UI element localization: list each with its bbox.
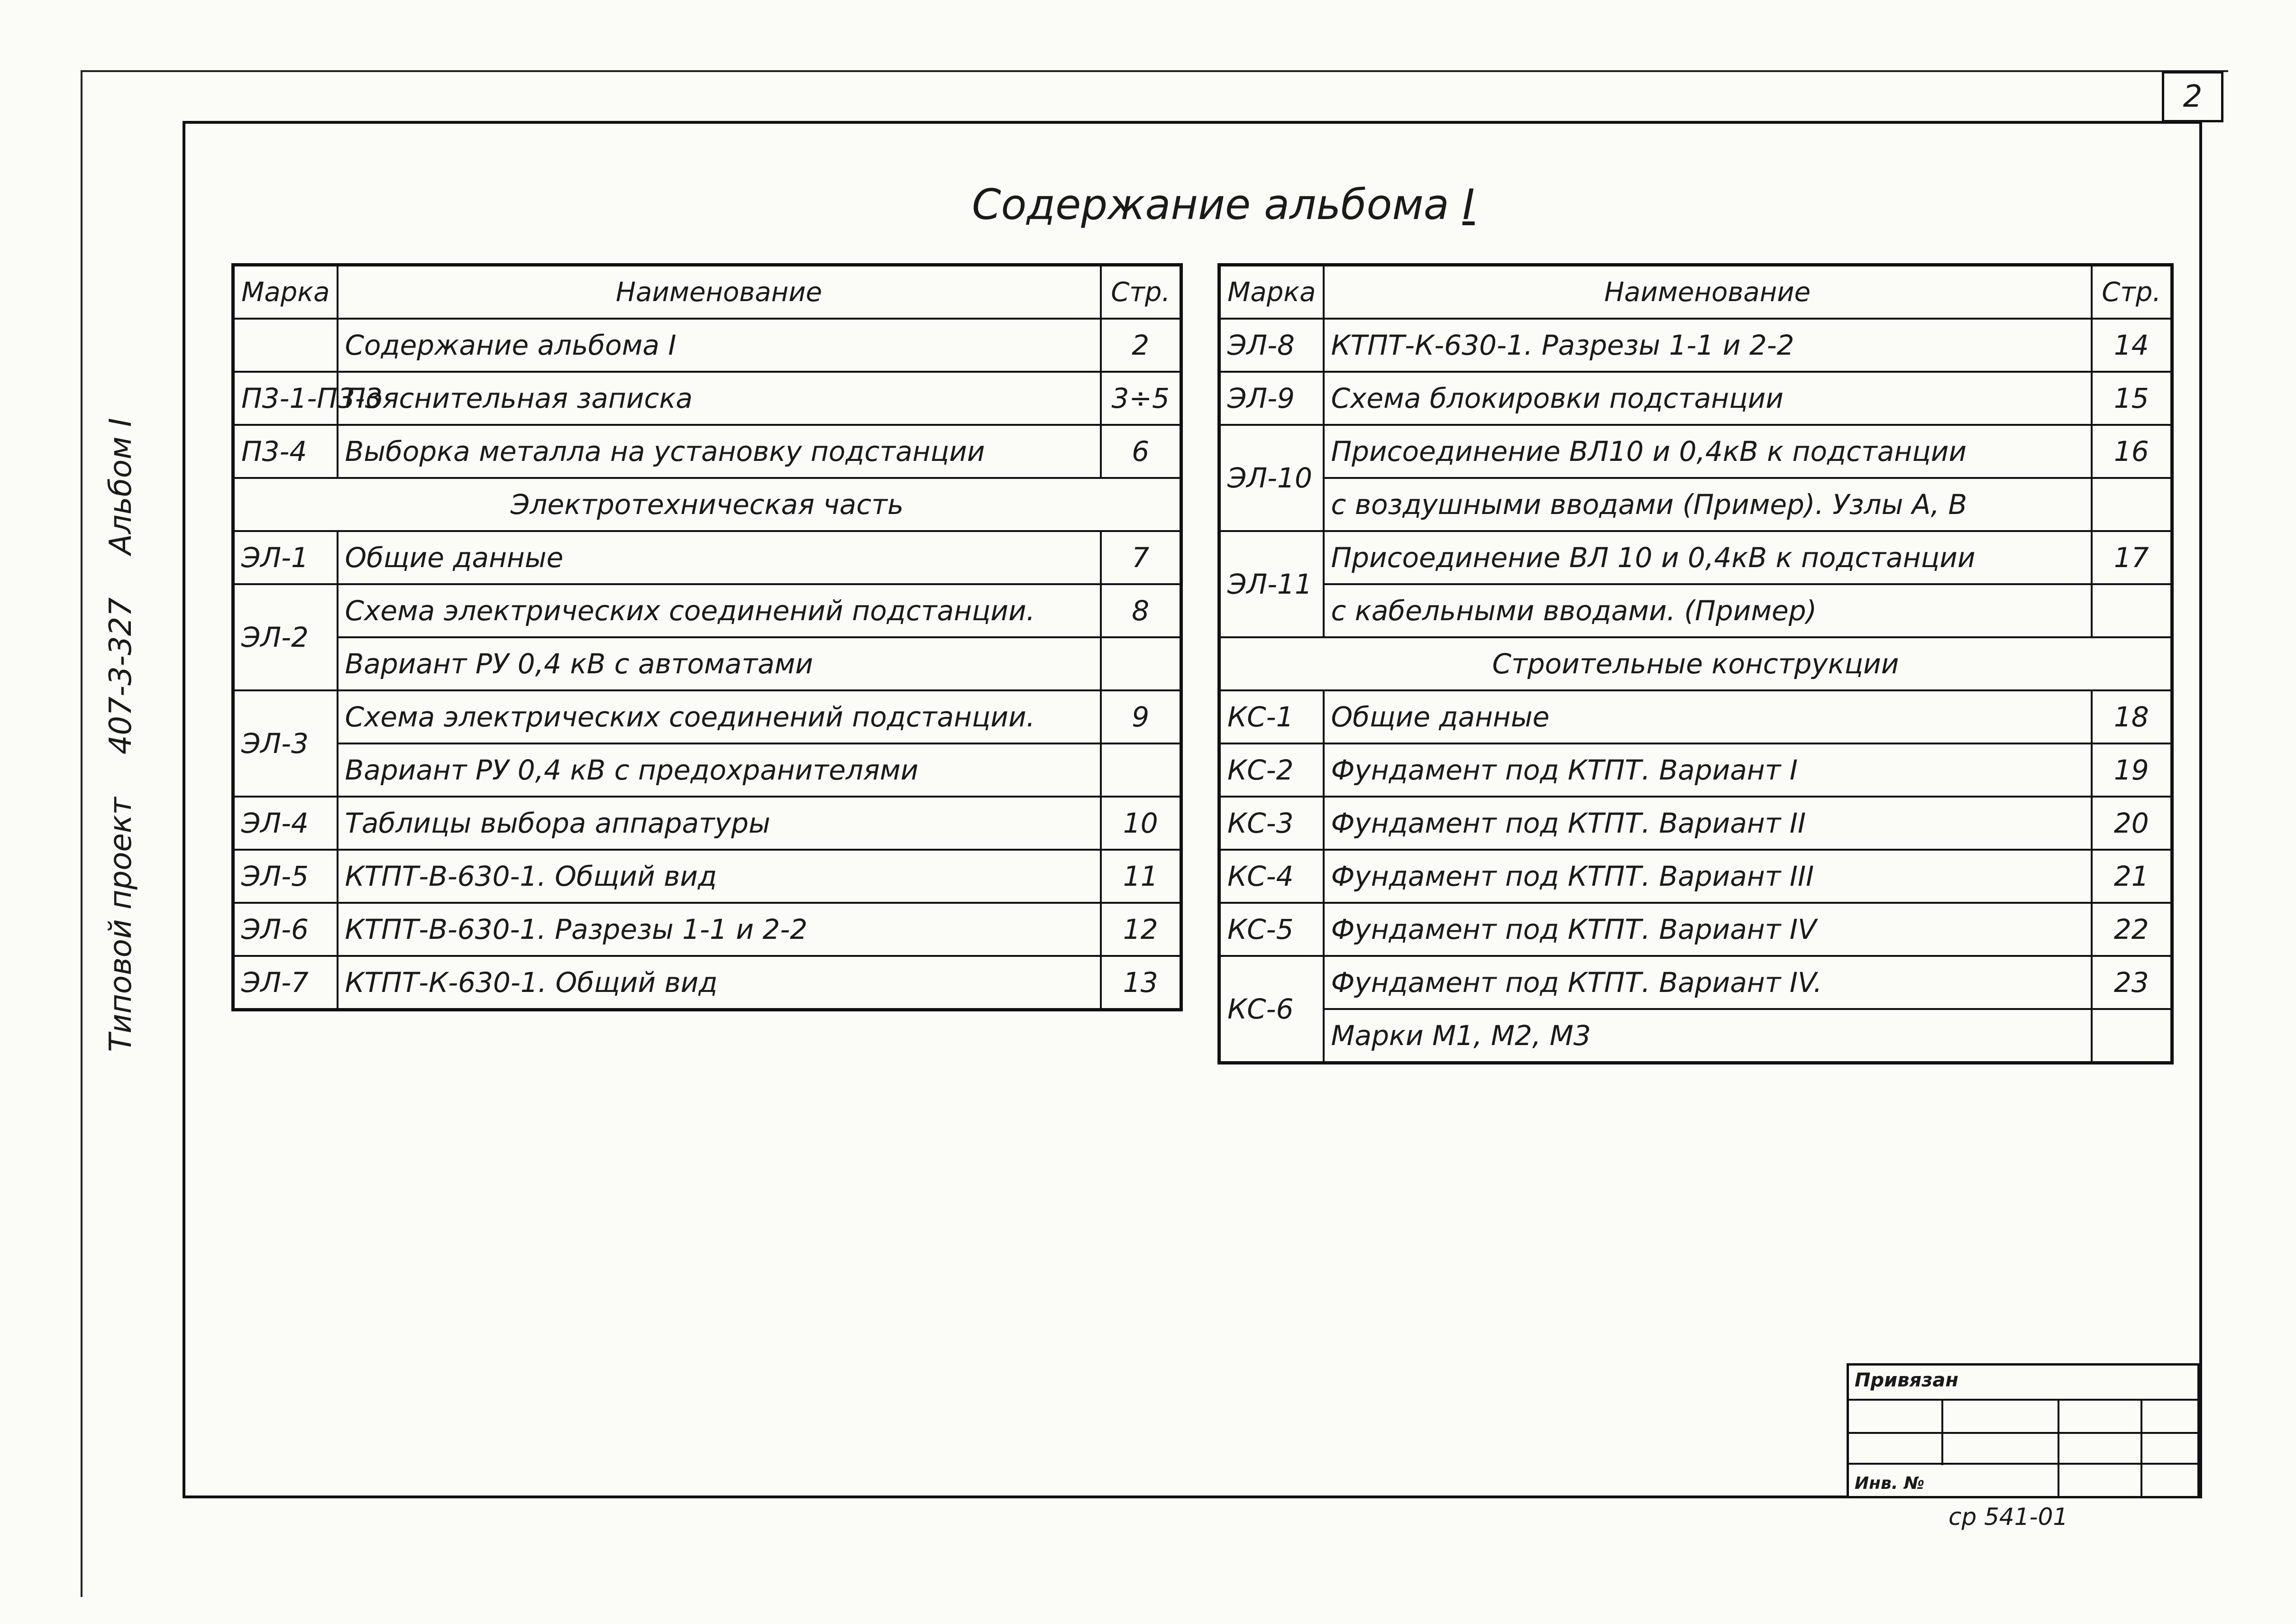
row-page-empty <box>2092 478 2172 531</box>
row-mark: П3-1-П3-3 <box>233 372 338 425</box>
row-page-empty <box>1101 637 1181 690</box>
contents-table-left <box>231 263 1183 1011</box>
row-page: 18 <box>2092 690 2172 743</box>
row-name-continued: с воздушными вводами (Пример). Узлы А, В <box>1324 478 2092 531</box>
row-mark: ЭЛ-3 <box>233 690 338 797</box>
row-name: Пояснительная записка <box>338 372 1101 425</box>
stamp-rule <box>1849 1463 2197 1465</box>
album-label: Альбом I <box>103 418 138 555</box>
row-mark: КС-5 <box>1219 903 1324 956</box>
row-page: 19 <box>2092 743 2172 797</box>
table-row <box>1219 850 2172 903</box>
row-name: КТПТ-К-630-1. Разрезы 1-1 и 2-2 <box>1324 319 2092 372</box>
binding-stamp <box>1847 1363 2200 1498</box>
row-page: 22 <box>2092 903 2172 956</box>
sheet-number: 2 <box>2162 71 2223 122</box>
stamp-divider <box>1941 1399 1943 1465</box>
row-page: 13 <box>1101 956 1181 1010</box>
table-row <box>1219 797 2172 850</box>
row-mark: ЭЛ-8 <box>1219 319 1324 372</box>
row-page: 8 <box>1101 584 1181 637</box>
header-page: Стр. <box>1101 265 1181 319</box>
row-page: 15 <box>2092 372 2172 425</box>
table-header-row <box>1219 265 2172 319</box>
row-name: Фундамент под КТПТ. Вариант II <box>1324 797 2092 850</box>
row-page: 16 <box>2092 425 2172 478</box>
table-row <box>233 584 1181 637</box>
row-name: Схема электрических соединений подстанции. <box>338 690 1101 743</box>
archive-code: ср 541-01 <box>1948 1503 2068 1531</box>
row-mark: ЭЛ-6 <box>233 903 338 956</box>
table-row <box>233 850 1181 903</box>
row-name-continued: Марки М1, М2, М3 <box>1324 1009 2092 1063</box>
table-row <box>1219 956 2172 1009</box>
table-row-continuation <box>1219 478 2172 531</box>
row-page: 23 <box>2092 956 2172 1009</box>
row-name: Общие данные <box>338 531 1101 584</box>
stamp-rule <box>1849 1399 2197 1401</box>
row-page: 20 <box>2092 797 2172 850</box>
row-mark: ЭЛ-10 <box>1219 425 1324 531</box>
row-mark: КС-1 <box>1219 690 1324 743</box>
table-row-continuation <box>1219 584 2172 637</box>
header-mark: Марка <box>1219 265 1324 319</box>
row-name: Таблицы выбора аппаратуры <box>338 797 1101 850</box>
header-page: Стр. <box>2092 265 2172 319</box>
table-row-continuation <box>1219 1009 2172 1063</box>
row-mark <box>233 319 338 372</box>
row-mark: ЭЛ-5 <box>233 850 338 903</box>
stamp-rule <box>1849 1432 2197 1434</box>
table-header-row <box>233 265 1181 319</box>
row-mark: КС-6 <box>1219 956 1324 1063</box>
contents-left-body <box>233 319 1181 1010</box>
row-mark: КС-4 <box>1219 850 1324 903</box>
row-mark: КС-2 <box>1219 743 1324 797</box>
row-page-empty <box>1101 743 1181 797</box>
project-label: Типовой проект <box>103 797 138 1052</box>
row-name: КТПТ-В-630-1. Общий вид <box>338 850 1101 903</box>
header-mark: Марка <box>233 265 338 319</box>
section-title: Строительные конструкции <box>1219 637 2172 690</box>
table-row <box>1219 372 2172 425</box>
page-title <box>972 180 1475 229</box>
table-row <box>233 531 1181 584</box>
row-page: 12 <box>1101 903 1181 956</box>
row-page: 3÷5 <box>1101 372 1181 425</box>
row-name: Выборка металла на установку подстанции <box>338 425 1101 478</box>
table-row <box>233 425 1181 478</box>
row-page: 9 <box>1101 690 1181 743</box>
stamp-divider <box>2058 1399 2059 1496</box>
title-text: Содержание альбома <box>972 180 1449 229</box>
table-row <box>233 797 1181 850</box>
stamp-inventory-label: Инв. № <box>1855 1474 1925 1493</box>
contents-table-right <box>1217 263 2174 1064</box>
project-code: 407-3-327 <box>103 597 138 755</box>
row-mark: ЭЛ-9 <box>1219 372 1324 425</box>
row-name-continued: Вариант РУ 0,4 кВ с предохранителями <box>338 743 1101 797</box>
table-row <box>1219 690 2172 743</box>
row-page-empty <box>2092 1009 2172 1063</box>
row-page-empty <box>2092 584 2172 637</box>
table-row <box>1219 319 2172 372</box>
table-row <box>233 690 1181 743</box>
row-name: Фундамент под КТПТ. Вариант IV. <box>1324 956 2092 1009</box>
row-page: 7 <box>1101 531 1181 584</box>
row-page: 17 <box>2092 531 2172 584</box>
row-name: Схема электрических соединений подстанции. <box>338 584 1101 637</box>
row-mark: ЭЛ-4 <box>233 797 338 850</box>
row-mark: ЭЛ-7 <box>233 956 338 1010</box>
row-page: 10 <box>1101 797 1181 850</box>
stamp-divider <box>2140 1399 2142 1496</box>
section-row <box>233 478 1181 531</box>
row-page: 21 <box>2092 850 2172 903</box>
row-name: Фундамент под КТПТ. Вариант III <box>1324 850 2092 903</box>
side-note <box>97 379 145 1091</box>
table-row <box>233 372 1181 425</box>
table-row <box>1219 425 2172 478</box>
row-name: Содержание альбома I <box>338 319 1101 372</box>
row-name: КТПТ-К-630-1. Общий вид <box>338 956 1101 1010</box>
row-mark: КС-3 <box>1219 797 1324 850</box>
table-row-continuation <box>233 743 1181 797</box>
header-name: Наименование <box>1324 265 2092 319</box>
row-page: 11 <box>1101 850 1181 903</box>
row-name: КТПТ-В-630-1. Разрезы 1-1 и 2-2 <box>338 903 1101 956</box>
header-name: Наименование <box>338 265 1101 319</box>
row-name: Присоединение ВЛ10 и 0,4кВ к подстанции <box>1324 425 2092 478</box>
row-page: 14 <box>2092 319 2172 372</box>
table-row <box>1219 743 2172 797</box>
table-row-continuation <box>233 637 1181 690</box>
section-title: Электротехническая часть <box>233 478 1181 531</box>
row-name: Фундамент под КТПТ. Вариант I <box>1324 743 2092 797</box>
row-mark: ЭЛ-11 <box>1219 531 1324 637</box>
row-name-continued: Вариант РУ 0,4 кВ с автоматами <box>338 637 1101 690</box>
row-page: 2 <box>1101 319 1181 372</box>
row-name: Фундамент под КТПТ. Вариант IV <box>1324 903 2092 956</box>
title-numeral: I <box>1462 180 1475 229</box>
row-name-continued: с кабельными вводами. (Пример) <box>1324 584 2092 637</box>
table-row <box>1219 531 2172 584</box>
row-mark: П3-4 <box>233 425 338 478</box>
row-mark: ЭЛ-2 <box>233 584 338 690</box>
stamp-bound-label: Привязан <box>1855 1369 1959 1391</box>
section-row <box>1219 637 2172 690</box>
row-name: Присоединение ВЛ 10 и 0,4кВ к подстанции <box>1324 531 2092 584</box>
row-mark: ЭЛ-1 <box>233 531 338 584</box>
row-name: Схема блокировки подстанции <box>1324 372 2092 425</box>
contents-right-body <box>1219 319 2172 1063</box>
table-row <box>233 956 1181 1010</box>
row-name: Общие данные <box>1324 690 2092 743</box>
table-row <box>233 319 1181 372</box>
table-row <box>233 903 1181 956</box>
row-page: 6 <box>1101 425 1181 478</box>
table-row <box>1219 903 2172 956</box>
